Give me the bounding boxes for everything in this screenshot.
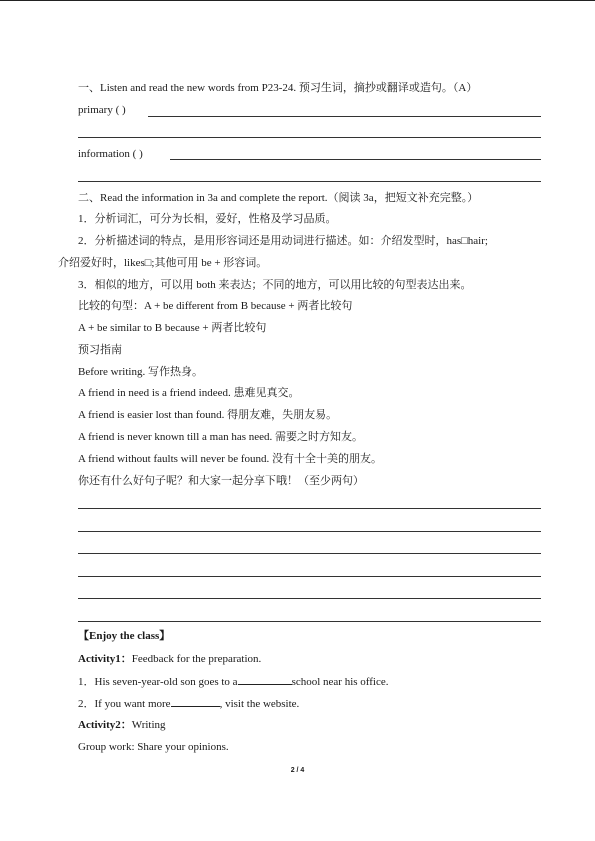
comparison-pattern-2: A + be similar to B because + 两者比较句 (78, 322, 267, 334)
answer-line (78, 553, 541, 554)
activity2-label: Activity2： (78, 719, 132, 731)
answer-line (78, 598, 541, 599)
activity2 (78, 719, 166, 732)
word-primary-label: primary ( ) (78, 104, 126, 116)
question-1-end: school near his office. (291, 676, 389, 688)
activity1-label: Activity1： (78, 653, 132, 665)
top-border (0, 0, 595, 1)
saying: A friend in need is a friend indeed. 患难见真交。 (78, 387, 300, 399)
answer-line (78, 181, 541, 182)
question-2-blank[interactable] (171, 697, 220, 707)
question-1-start: 1．His seven-year-old son goes to a (78, 676, 238, 688)
answer-line (78, 508, 541, 509)
answer-line (78, 576, 541, 577)
section2-heading: 二、Read the information in 3a and complete the report.（阅读 3a，把短文补充完整。） (78, 192, 479, 204)
analysis-item-2: 2．分析描述词的特点，是用形容词还是用动词进行描述。如：介绍发型时，has□hair; (78, 235, 488, 247)
section1-heading: 一、Listen and read the new words from P23-24. 预习生词，摘抄或翻译或造句。（A） (78, 82, 478, 94)
question-2 (78, 697, 299, 711)
analysis-item-2-continued: 介绍爱好时，likes□;其他可用 be + 形容词。 (58, 257, 268, 269)
question-1-blank[interactable] (238, 675, 292, 685)
analysis-item-3: 3．相似的地方，可以用 both 来表达；不同的地方，可以用比较的句型表达出来。 (78, 279, 472, 291)
answer-line (78, 137, 541, 138)
answer-line (148, 116, 541, 117)
question-1 (78, 675, 389, 689)
preview-guide-title: 预习指南 (78, 344, 122, 356)
activity2-text: Writing (131, 719, 166, 731)
saying: A friend is never known till a man has need. 需要之时方知友。 (78, 431, 364, 443)
answer-line (78, 621, 541, 622)
activity1-text: Feedback for the preparation. (131, 653, 262, 665)
group-work: Group work: Share your opinions. (78, 741, 229, 753)
saying: A friend without faults will never be found. 没有十全十美的朋友。 (78, 453, 382, 465)
before-writing: Before writing. 写作热身。 (78, 366, 203, 378)
saying: A friend is easier lost than found. 得朋友难，失朋友易。 (78, 409, 338, 421)
analysis-item-1: 1．分析词汇，可分为长相，爱好，性格及学习品质。 (78, 213, 337, 225)
question-2-end: , visit the website. (219, 698, 300, 710)
answer-line (78, 531, 541, 532)
share-prompt: 你还有什么好句子呢？和大家一起分享下哦！（至少两句） (78, 475, 364, 487)
activity1 (78, 653, 261, 666)
answer-line (170, 159, 541, 160)
comparison-pattern-1: 比较的句型：A + be different from B because + 两者比较句 (78, 300, 353, 312)
page-number: 2 / 4 (290, 767, 305, 774)
enjoy-class-title: 【Enjoy the class】 (78, 630, 171, 642)
word-information-label: information ( ) (78, 148, 143, 160)
question-2-start: 2．If you want more (78, 698, 171, 710)
